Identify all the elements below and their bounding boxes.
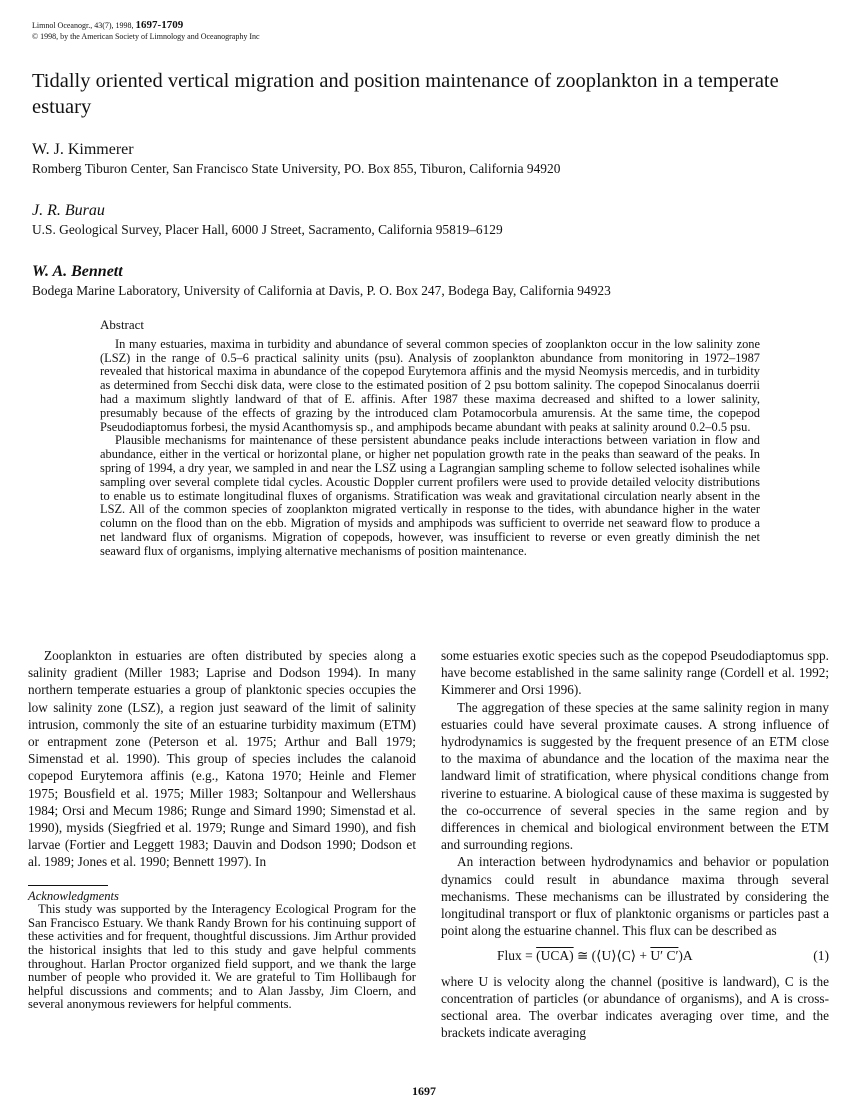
equation-1 bbox=[441, 947, 829, 964]
author-block-2 bbox=[32, 201, 822, 239]
copyright-line: © 1998, by the American Society of Limnology and Oceanography Inc bbox=[32, 32, 260, 41]
body-paragraph: Zooplankton in estuaries are often distributed by species along a salinity gradient (Miller 1983; Laprise and Dodson 1994). In many northern temperate estuaries a group of planktonic species occupies the low salinity zone (LSZ), a region just seaward of the limit of salinity intrusion, commonly the site of an estuarine turbidity maximum (ETM) or entrapment zone (Peterson et al. 1975; Arthur and Ball 1979; Simenstad et al. 1990). This group of species includes the calanoid copepod Eurytemora affinis (e.g., Katona 1970; Heinle and Flemer 1975; Bousfield et al. 1975; Miller 1983; Soltanpour and Wellershaus 1984; Orsi and Mecum 1986; Runge and Simard 1990; Simenstad et al. 1990), mysids (Siegfried et al. 1979; Runge and Simard 1990), and fish larvae (Fortier and Leggett 1983; Dauvin and Dodson 1990; Dodson et al. 1989; Jones et al. 1990; Bennett 1997). In bbox=[28, 648, 416, 870]
equation-body: Flux = (UCA) ≅ (⟨U⟩⟨C⟩ + U′ C′)A bbox=[497, 948, 693, 964]
article-title: Tidally oriented vertical migration and position maintenance of zooplankton in a temperate estuary bbox=[32, 70, 779, 118]
acknowledgments-text: This study was supported by the Interagency Ecological Program for the San Francisco Estuary. We thank Randy Brown for his continuing support of these activities and for frequent, thoughtful discussions. Jim Arthur provided the historical insights that led to this study and gave helpful comments throughout. Harlan Proctor organized field support, and we thank the large number of people who provided it. We are grateful to Tim Hollibaugh for helpful discussions and comments; and to Alan Jassby, Jim Cloern, and several anonymous reviewers for helpful comments. bbox=[28, 902, 416, 1012]
author-name: J. R. Burau bbox=[32, 202, 105, 219]
journal-citation bbox=[32, 20, 260, 42]
body-paragraph: The aggregation of these species at the same salinity region in many estuaries could have several proximate causes. A strong influence of hydrodynamics is suggested by the frequent presence of an ETM close to the maxima of abundance and the location of the maxima near the landward limit of stratification, where physical conditions change from riverine to estuarine. A biological cause of these maxima is suggested by the co-occurrence of several species in the same region and by differences in chemical and biological environment between the ETM and surrounding regions. bbox=[441, 699, 829, 853]
abstract bbox=[100, 318, 760, 559]
author-affiliation: Bodega Marine Laboratory, University of California at Davis, P. O. Box 247, Bodega Bay, California 94923 bbox=[32, 283, 611, 298]
equation-number: (1) bbox=[813, 948, 829, 964]
journal-line1: Limnol Oceanogr., 43(7), 1998, bbox=[32, 21, 134, 30]
abstract-paragraph: Plausible mechanisms for maintenance of these persistent abundance peaks include interactions between variation in flow and abundance, either in the vertical or horizontal plane, or higher net population growth rate in the peaks than seaward of the peaks. In spring of 1994, a dry year, we sampled in and near the LSZ using a Lagrangian sampling scheme to follow selected isohalines while sampling over several complete tidal cycles. Acoustic Doppler current profilers were used to provide detailed velocity distributions to enable us to estimate longitudinal fluxes of organisms. Stratification was weak and gravitational circulation nearly absent in the LSZ. All of the common species of zooplankton migrated vertically in response to the tides, with abundance higher in the water column on the flood than on the ebb. Migration of mysids and amphipods was sufficient to override net seaward flow to produce a net landward flux of organisms. Migration of copepods, however, was insufficient to reverse or even greatly diminish the net seaward flux of organisms, implying alternative mechanisms of position maintenance. bbox=[100, 433, 760, 558]
author-name: W. J. Kimmerer bbox=[32, 141, 134, 158]
body-paragraph: An interaction between hydrodynamics and behavior or population dynamics could result in abundance maxima through several mechanisms. These mechanisms can be illustrated by considering the longitudinal transport or flux of planktonic organisms or particles past a point along the estuarine channel. This flux can be described as bbox=[441, 854, 829, 939]
acknowledgments-heading: Acknowledgments bbox=[28, 888, 119, 903]
page-number: 1697 bbox=[412, 1084, 436, 1098]
page-range: 1697-1709 bbox=[135, 19, 184, 31]
author-block-1 bbox=[32, 140, 822, 178]
right-column bbox=[441, 647, 829, 1041]
acknowledgments bbox=[28, 890, 416, 1012]
abstract-heading: Abstract bbox=[100, 317, 145, 332]
body-paragraph: where U is velocity along the channel (positive is landward), C is the concentration of particles (or abundance of organisms), and A is cross-sectional area. The overbar indicates averaging over time, and the brackets indicate averaging bbox=[441, 973, 829, 1041]
body-paragraph: some estuaries exotic species such as the copepod Pseudodiaptomus spp. have become established in the same salinity range (Cordell et al. 1992; Kimmerer and Orsi 1996). bbox=[441, 648, 829, 698]
abstract-paragraph: In many estuaries, maxima in turbidity and abundance of several common species of zooplankton occur in the low salinity zone (LSZ) in the range of 0.5–6 practical salinity units (psu). Analysis of zooplankton abundance from monitoring in 1972–1987 revealed that historical maxima in abundance of the copepod Eurytemora affinis and the mysid Neomysis mercedis, and in turbidity as determined from Secchi disk data, were close to the estimated position of 2 psu bottom salinity. The copepod Sinocalanus doerrii had a maximum slightly landward of that of E. affinis. After 1987 these maxima decreased and shifted to a lower salinity, presumably because of the effects of grazing by the introduced clam Potamocorbula amurensis. At the same time, the copepod Pseudodiaptomus forbesi, the mysid Acanthomysis sp., and amphipods became abundant with peaks at salinity around 0.2–0.5 psu. bbox=[100, 336, 760, 434]
author-affiliation: U.S. Geological Survey, Placer Hall, 6000 J Street, Sacramento, California 95819–6129 bbox=[32, 222, 503, 237]
left-column bbox=[28, 647, 416, 1012]
author-name: W. A. Bennett bbox=[32, 263, 123, 280]
footnote-rule bbox=[28, 885, 108, 886]
author-block-3 bbox=[32, 262, 822, 300]
author-affiliation: Romberg Tiburon Center, San Francisco State University, PO. Box 855, Tiburon, California 94920 bbox=[32, 161, 561, 176]
